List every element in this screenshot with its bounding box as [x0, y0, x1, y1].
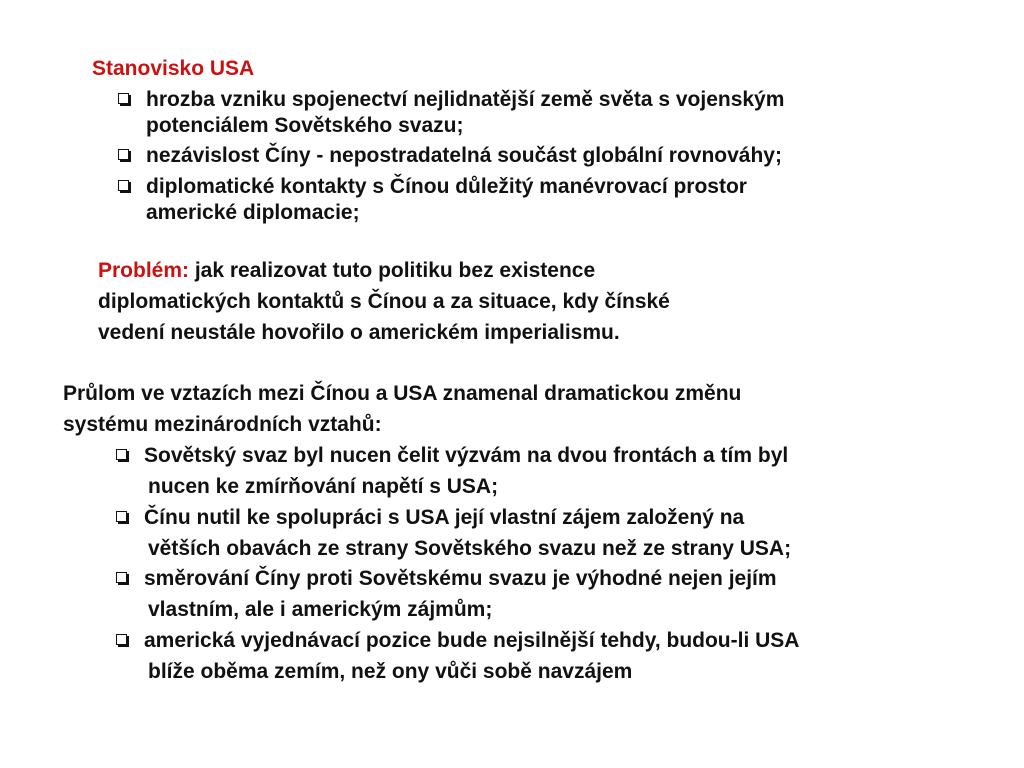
problem-text: jak realizovat tuto politiku bez existence — [189, 259, 596, 282]
checkbox-bullet-icon — [118, 93, 129, 104]
bullet-line: americká vyjednávací pozice bude nejsilnější tehdy, budou-li USA — [144, 629, 800, 652]
intro-line: Průlom ve vztazích mezi Čínou a USA znamenal dramatickou změnu — [63, 382, 742, 405]
bullet-line: směrování Číny proti Sovětskému svazu je výhodné nejen jejím — [144, 567, 777, 590]
bullet-line: blíže oběma zemím, než ony vůči sobě navzájem — [148, 660, 633, 683]
intro-line: systému mezinárodních vztahů: — [63, 413, 382, 436]
bullet-line: vlastním, ale i americkým zájmům; — [148, 598, 493, 621]
problem-line: vedení neustále hovořilo o americkém imperialismu. — [98, 321, 620, 344]
bullet-line: potenciálem Sovětského svazu; — [146, 114, 464, 137]
problem-label: Problém: — [98, 259, 190, 282]
bullet-line: nezávislost Číny - nepostradatelná součást globální rovnováhy; — [146, 144, 782, 167]
problem-line — [98, 258, 595, 284]
bullet-line: diplomatické kontakty s Čínou důležitý manévrovací prostor — [146, 175, 747, 198]
bullet-line: americké diplomacie; — [146, 201, 360, 224]
checkbox-bullet-icon — [116, 572, 127, 583]
bullet-line: Čínu nutil ke spolupráci s USA její vlastní zájem založený na — [144, 506, 745, 529]
checkbox-bullet-icon — [116, 511, 127, 522]
checkbox-bullet-icon — [116, 634, 127, 645]
checkbox-bullet-icon — [118, 149, 129, 160]
problem-line: diplomatických kontaktů s Čínou a za situace, kdy čínské — [98, 290, 670, 313]
section-heading-usa: Stanovisko USA — [92, 57, 255, 80]
bullet-line: nucen ke zmírňování napětí s USA; — [148, 475, 499, 498]
bullet-line: hrozba vzniku spojenectví nejlidnatější země světa s vojenským — [146, 88, 785, 111]
checkbox-bullet-icon — [116, 449, 127, 460]
bullet-line: Sovětský svaz byl nucen čelit výzvám na dvou frontách a tím byl — [144, 444, 789, 467]
checkbox-bullet-icon — [118, 180, 129, 191]
bullet-line: větších obavách ze strany Sovětského svazu než ze strany USA; — [148, 537, 792, 560]
